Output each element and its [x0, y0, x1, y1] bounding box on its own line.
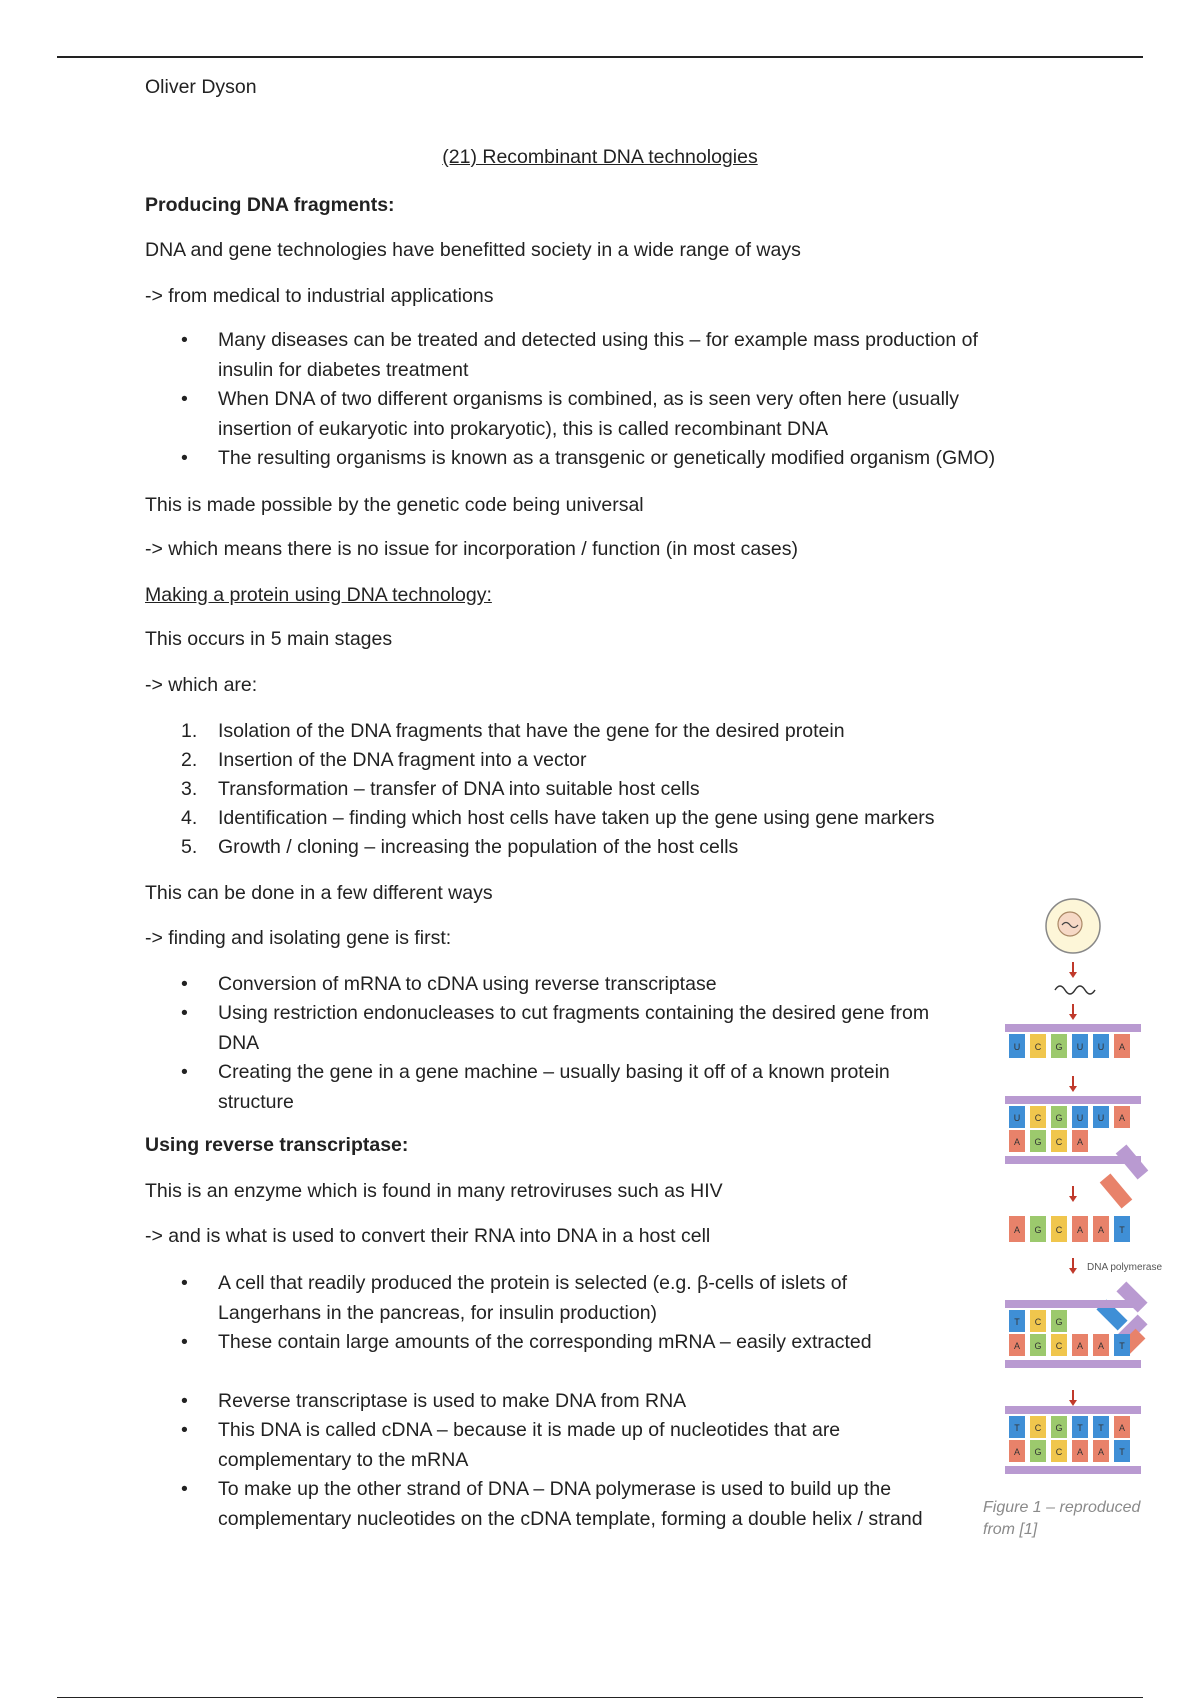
arrow-icon: [1069, 1258, 1077, 1274]
cell-illustration: [1046, 899, 1100, 953]
paragraph: -> which are:: [145, 674, 258, 696]
double-stranded-dna: [1005, 1406, 1141, 1474]
base-letter: T: [1098, 1423, 1104, 1433]
bullet-icon: •: [181, 447, 188, 469]
bullet-icon: •: [181, 1272, 188, 1294]
base-letter: A: [1118, 1113, 1126, 1123]
base-letter: T: [1014, 1317, 1020, 1327]
base-letter: A: [1013, 1137, 1021, 1147]
paragraph: This can be done in a few different ways: [145, 882, 493, 904]
backbone-strand: [1005, 1466, 1141, 1474]
bullet-icon: •: [181, 1061, 188, 1083]
base-letter: C: [1055, 1225, 1063, 1235]
backbone-strand: [1005, 1096, 1141, 1104]
base-letter: A: [1013, 1341, 1021, 1351]
bullet-icon: •: [181, 329, 188, 351]
base-letter: U: [1013, 1042, 1021, 1052]
base-letter: U: [1076, 1042, 1084, 1052]
bullet-icon: •: [181, 1419, 188, 1441]
base-letter: A: [1076, 1341, 1084, 1351]
partial-double-strand: [1005, 1300, 1141, 1368]
base-letter: C: [1055, 1447, 1063, 1457]
bullet-icon: •: [181, 1331, 188, 1353]
base-letter: T: [1077, 1423, 1083, 1433]
base-letter: C: [1034, 1423, 1042, 1433]
base-letter: C: [1034, 1042, 1042, 1052]
base-letter: A: [1118, 1423, 1126, 1433]
reverse-transcriptase-enzyme: [1100, 1144, 1149, 1208]
mrna-strand: [1055, 986, 1095, 994]
base-letter: A: [1097, 1225, 1105, 1235]
backbone-strand: [1005, 1024, 1141, 1032]
arrow-icon: [1069, 1004, 1077, 1020]
base-letter: G: [1034, 1225, 1042, 1235]
paragraph: This is made possible by the genetic code being universal: [145, 494, 644, 516]
base-letter: A: [1076, 1447, 1084, 1457]
heading-making: Making a protein using DNA technology:: [145, 584, 492, 606]
arrow-icon: [1069, 1076, 1077, 1092]
heading-producing: Producing DNA fragments:: [145, 194, 395, 216]
base-letter: C: [1055, 1137, 1063, 1147]
base-letter: G: [1055, 1317, 1063, 1327]
paragraph: -> from medical to industrial applications: [145, 285, 494, 307]
paragraph: This is an enzyme which is found in many retroviruses such as HIV: [145, 1180, 723, 1202]
arrow-icon: [1069, 962, 1077, 978]
base-letter: G: [1055, 1042, 1063, 1052]
enzyme-label: DNA polymerase: [1087, 1262, 1163, 1273]
bullet-icon: •: [181, 973, 188, 995]
backbone-strand: [1005, 1360, 1141, 1368]
heading-reverse: Using reverse transcriptase:: [145, 1134, 409, 1156]
bullet-icon: •: [181, 1002, 188, 1024]
paragraph: -> which means there is no issue for incorporation / function (in most cases): [145, 538, 799, 560]
base-letter: U: [1076, 1113, 1084, 1123]
base-letter: U: [1013, 1113, 1021, 1123]
base-letter: T: [1119, 1225, 1125, 1235]
base-letter: A: [1013, 1225, 1021, 1235]
base-letter: C: [1034, 1317, 1042, 1327]
paragraph: This occurs in 5 main stages: [145, 628, 393, 650]
base-letter: G: [1055, 1113, 1063, 1123]
base-letter: A: [1097, 1341, 1105, 1351]
base-letter: G: [1034, 1137, 1042, 1147]
document-title: (21) Recombinant DNA technologies: [442, 146, 758, 168]
base-letter: G: [1034, 1447, 1042, 1457]
base-letter: A: [1118, 1042, 1126, 1052]
base-letter: C: [1055, 1341, 1063, 1351]
bullet-icon: •: [181, 1478, 188, 1500]
base-letter: A: [1097, 1447, 1105, 1457]
base-letter: A: [1076, 1225, 1084, 1235]
base-letter: A: [1013, 1447, 1021, 1457]
base-letter: U: [1097, 1042, 1105, 1052]
paragraph: -> and is what is used to convert their RNA into DNA in a host cell: [145, 1225, 711, 1247]
base-letter: T: [1014, 1423, 1020, 1433]
paragraph: DNA and gene technologies have benefitted society in a wide range of ways: [145, 239, 801, 261]
base-letter: T: [1119, 1341, 1125, 1351]
mrna-template: [1005, 1024, 1141, 1058]
base-letter: C: [1034, 1113, 1042, 1123]
backbone-strand: [1005, 1300, 1141, 1308]
backbone-strand: [1005, 1406, 1141, 1414]
base-letter: G: [1055, 1423, 1063, 1433]
bullet-icon: •: [181, 1390, 188, 1412]
arrow-icon: [1069, 1186, 1077, 1202]
base-letter: T: [1119, 1447, 1125, 1457]
author-name: Oliver Dyson: [145, 76, 257, 98]
base-letter: G: [1034, 1341, 1042, 1351]
header-rule: [57, 56, 1143, 58]
footer-rule: [57, 1697, 1143, 1698]
figure-caption: Figure 1 – reproduced from [1]: [983, 1499, 1141, 1538]
cdna-single-strand: [1009, 1216, 1130, 1242]
arrow-icon: [1069, 1390, 1077, 1406]
base-letter: A: [1076, 1137, 1084, 1147]
base-letter: U: [1097, 1113, 1105, 1123]
bullet-icon: •: [181, 388, 188, 410]
reverse-transcriptase-figure: [985, 890, 1175, 1550]
paragraph: -> finding and isolating gene is first:: [145, 927, 452, 949]
